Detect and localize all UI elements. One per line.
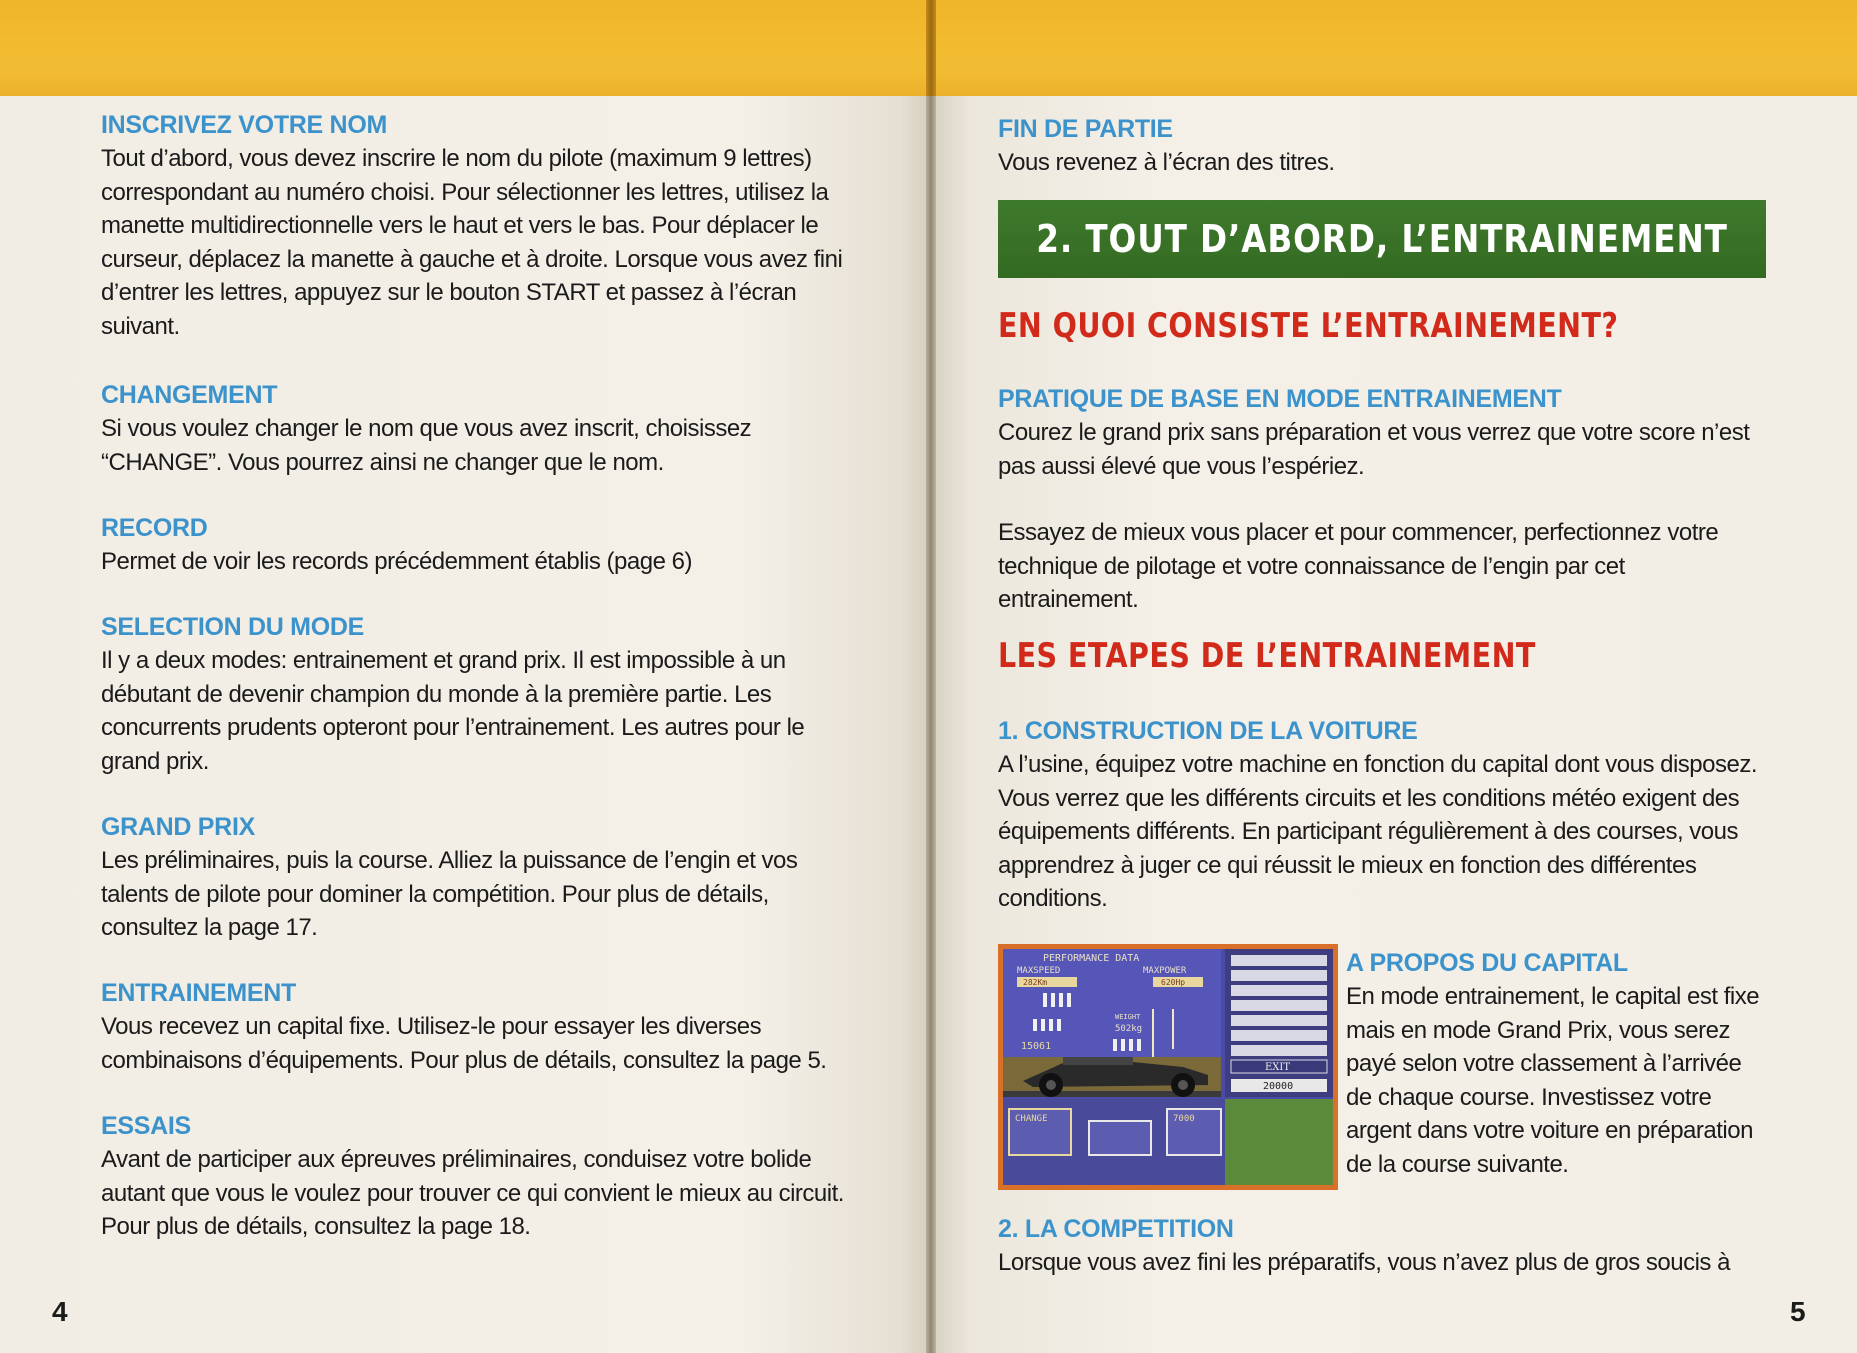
top-color-band <box>934 0 1857 96</box>
section-body: Tout d’abord, vous devez inscrire le nom du pilote (maximum 9 lettres) correspondant au numéro choisi. Pour sélectionner les lettres, utilisez la manette multidirectionnelle vers le haut et vers le bas. Pour déplacer le curseur, déplacez la manette à gauche et à droite. Lorsque vous avez fini d’entrer les lettres, appuyez sur le bouton START et passez à l’écran suivant. <box>101 145 843 340</box>
section-pratique <box>998 384 1749 483</box>
section-title: ESSAIS <box>101 1112 191 1140</box>
section-title: 1. CONSTRUCTION DE LA VOITURE <box>998 717 1418 745</box>
section-body: Si vous voulez changer le nom que vous avez inscrit, choisissez “CHANGE”. Vous pourrez ainsi ne changer que le nom. <box>101 415 752 476</box>
section-selection-mode <box>101 612 804 778</box>
section-body: A l’usine, équipez votre machine en fonction du capital dont vous disposez. Vous verrez que les différents circuits et les conditions météo exigent des équipements différents. En participant régulièrement à des courses, vous apprendrez à juger ce qui réussit le mieux en fonction des différentes conditions. <box>998 751 1757 912</box>
section-body: En mode entrainement, le capital est fixe mais en mode Grand Prix, vous serez payé selon votre classement à l’arrivée de chaque course. Investissez votre argent dans votre voiture en préparation de la course suivante. <box>1346 983 1760 1178</box>
svg-text:CHANGE: CHANGE <box>1015 1114 1048 1124</box>
section-title: FIN DE PARTIE <box>998 115 1173 143</box>
svg-text:15061: 15061 <box>1021 1041 1052 1052</box>
section-entrainement <box>101 978 826 1077</box>
section-title: ENTRAINEMENT <box>101 979 297 1007</box>
section-title: A PROPOS DU CAPITAL <box>1346 949 1628 977</box>
svg-text:502kg: 502kg <box>1115 1024 1143 1034</box>
svg-text:WEIGHT: WEIGHT <box>1115 1013 1141 1021</box>
game-screenshot <box>998 944 1338 1190</box>
page-number-left: 4 <box>52 1296 68 1327</box>
section-construction <box>998 716 1757 916</box>
section-title: INSCRIVEZ VOTRE NOM <box>101 111 387 139</box>
section-competition <box>998 1214 1730 1280</box>
section-title: 2. LA COMPETITION <box>998 1215 1234 1243</box>
perf-data-header: PERFORMANCE DATA <box>1043 953 1140 964</box>
svg-text:620Hp: 620Hp <box>1161 978 1186 987</box>
top-color-band <box>0 0 928 96</box>
section-fin-de-partie <box>998 114 1335 180</box>
paragraph-essayez: Essayez de mieux vous placer et pour commencer, perfectionnez votre technique de pilotage et votre connaissance de l’engin par cet entrainement. <box>998 519 1719 613</box>
section-body: Vous recevez un capital fixe. Utilisez-le pour essayer les diverses combinaisons d’équipements. Pour plus de détails, consultez la page 5. <box>101 1013 827 1074</box>
section-body: Vous revenez à l’écran des titres. <box>998 149 1335 176</box>
section-inscrivez <box>101 110 842 343</box>
section-title: SELECTION DU MODE <box>101 613 364 641</box>
svg-text:7000: 7000 <box>1173 1114 1195 1124</box>
svg-text:MAXPOWER: MAXPOWER <box>1143 966 1187 976</box>
book-gutter <box>926 0 936 1353</box>
section-body: Les préliminaires, puis la course. Alliez la puissance de l’engin et vos talents de pilote pour dominer la compétition. Pour plus de détails, consultez la page 17. <box>101 847 798 941</box>
section-capital <box>1346 948 1771 1181</box>
section-body: Courez le grand prix sans préparation et vous verrez que votre score n’est pas aussi élevé que vous l’espériez. <box>998 419 1750 480</box>
svg-text:282Km: 282Km <box>1023 978 1048 987</box>
section-title: GRAND PRIX <box>101 813 255 841</box>
section-body: Lorsque vous avez fini les préparatifs, vous n’avez plus de gros soucis à <box>998 1249 1730 1276</box>
heading-les-etapes: LES ETAPES DE L’ENTRAINEMENT <box>998 636 1536 676</box>
section-title: RECORD <box>101 514 208 542</box>
exit-label: EXIT <box>1265 1062 1291 1073</box>
section-title: CHANGEMENT <box>101 381 278 409</box>
chapter-banner-text: 2. TOUT D’ABORD, L’ENTRAINEMENT <box>1036 217 1728 261</box>
section-title: PRATIQUE DE BASE EN MODE ENTRAINEMENT <box>998 385 1562 413</box>
section-changement <box>101 380 751 479</box>
section-essais <box>101 1111 844 1244</box>
svg-text:20000: 20000 <box>1263 1081 1294 1092</box>
chapter-banner <box>998 200 1766 278</box>
section-record <box>101 513 692 579</box>
section-body: Il y a deux modes: entrainement et grand prix. Il est impossible à un débutant de devenir champion du monde à la première partie. Les concurrents prudents opteront pour l’entrainement. Les autres pour le grand prix. <box>101 647 805 775</box>
section-body: Permet de voir les records précédemment établis (page 6) <box>101 548 692 575</box>
section-grand-prix <box>101 812 797 945</box>
page-number-right: 5 <box>1790 1296 1806 1327</box>
heading-en-quoi: EN QUOI CONSISTE L’ENTRAINEMENT? <box>998 306 1619 346</box>
svg-text:MAXSPEED: MAXSPEED <box>1017 966 1061 976</box>
section-body: Avant de participer aux épreuves préliminaires, conduisez votre bolide autant que vous le voulez pour trouver ce qui convient le mieux au circuit. Pour plus de détails, consultez la page 18. <box>101 1146 844 1240</box>
game-screenshot-art <box>1003 949 1333 1185</box>
